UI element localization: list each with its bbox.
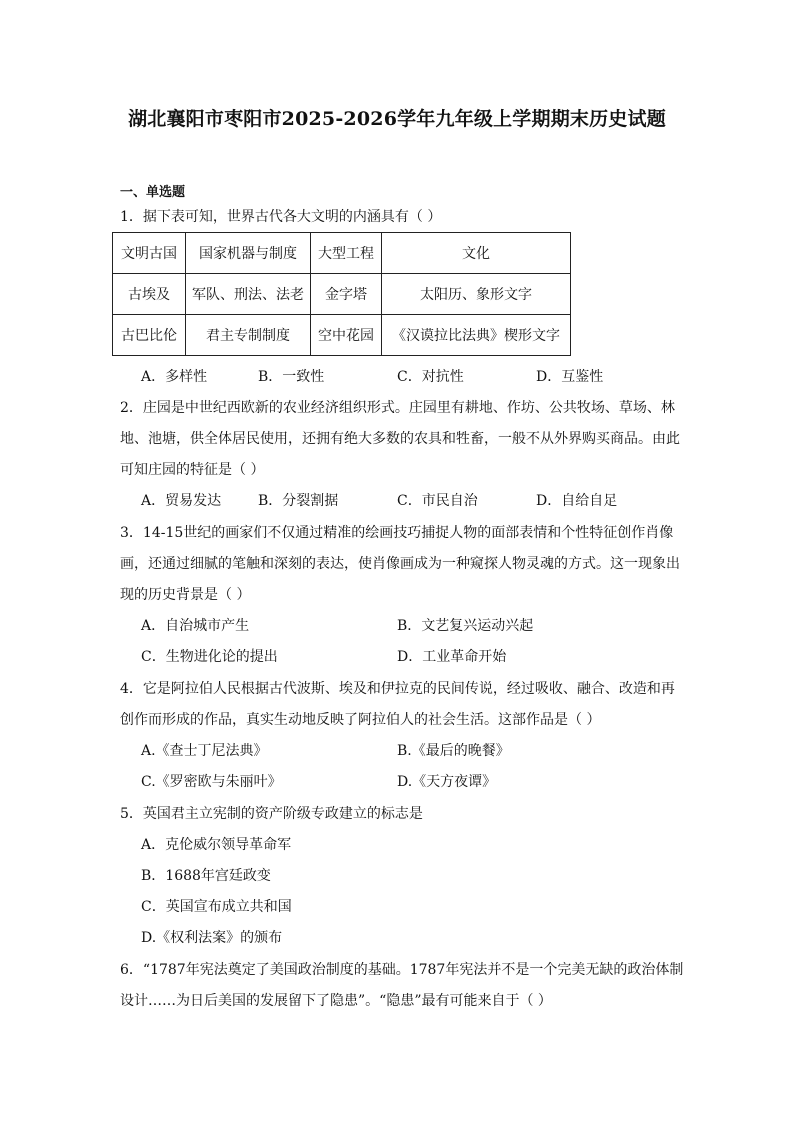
- question-5-stem: 5．英国君主立宪制的资产阶级专政建立的标志是: [120, 806, 423, 822]
- civilization-table: [112, 232, 571, 356]
- table-cell: 空中花园: [311, 315, 382, 356]
- question-6-line: 6．“1787年宪法奠定了美国政治制度的基础。1787年宪法并不是一个完美无缺的政治体制: [120, 962, 684, 978]
- page-title: 湖北襄阳市枣阳市2025-2026学年九年级上学期期末历史试题: [128, 108, 666, 130]
- table-cell: 大型工程: [311, 233, 382, 274]
- option-d[interactable]: D.《权利法案》的颁布: [141, 930, 283, 946]
- option-b[interactable]: B．分裂割据: [258, 493, 339, 509]
- option-a[interactable]: A．贸易发达: [141, 493, 222, 509]
- question-4-line: 4．它是阿拉伯人民根据古代波斯、埃及和伊拉克的民间传说，经过吸收、融合、改造和再: [120, 681, 675, 697]
- table-cell: 文化: [382, 233, 571, 274]
- table-row: [113, 274, 571, 315]
- option-d[interactable]: D.《天方夜谭》: [397, 774, 497, 790]
- table-row: [113, 315, 571, 356]
- option-b[interactable]: B．一致性: [258, 369, 325, 385]
- section-heading: 一、单选题: [120, 185, 186, 200]
- table-cell: 金字塔: [311, 274, 382, 315]
- question-2-line: 可知庄园的特征是（ ）: [120, 462, 265, 478]
- table-cell: 古埃及: [113, 274, 186, 315]
- table-cell: 《汉谟拉比法典》楔形文字: [382, 315, 571, 356]
- question-3-line: 3．14-15世纪的画家们不仅通过精准的绘画技巧捕捉人物的面部表情和个性特征创作肖像: [120, 525, 674, 541]
- question-3-line: 现的历史背景是（ ）: [120, 587, 251, 603]
- option-b[interactable]: B.《最后的晚餐》: [397, 743, 510, 759]
- table-row: [113, 233, 571, 274]
- question-1-stem: 1．据下表可知，世界古代各大文明的内涵具有（ ）: [120, 209, 442, 225]
- table-cell: 军队、刑法、法老: [186, 274, 311, 315]
- option-d[interactable]: D．工业革命开始: [397, 649, 507, 665]
- table-cell: 古巴比伦: [113, 315, 186, 356]
- table-cell: 文明古国: [113, 233, 186, 274]
- question-2-line: 地、池塘，供全体居民使用，还拥有绝大多数的农具和牲畜，一般不从外界购买商品。由此: [120, 431, 680, 447]
- option-c[interactable]: C．市民自治: [397, 493, 478, 509]
- question-3-line: 画，还通过细腻的笔触和深刻的表达，使肖像画成为一种窥探人物灵魂的方式。这一现象出: [120, 556, 680, 572]
- table-cell: 太阳历、象形文字: [382, 274, 571, 315]
- option-c[interactable]: C．英国宣布成立共和国: [141, 899, 292, 915]
- table-cell: 国家机器与制度: [186, 233, 311, 274]
- question-2-line: 2．庄园是中世纪西欧新的农业经济组织形式。庄园里有耕地、作坊、公共牧场、草场、林: [120, 400, 675, 416]
- option-a[interactable]: A．多样性: [141, 369, 208, 385]
- question-4-line: 创作而形成的作品，真实生动地反映了阿拉伯人的社会生活。这部作品是（ ）: [120, 712, 601, 728]
- option-d[interactable]: D．互鉴性: [536, 369, 604, 385]
- option-c[interactable]: C.《罗密欧与朱丽叶》: [141, 774, 282, 790]
- option-b[interactable]: B．1688年宫廷政变: [141, 868, 271, 884]
- option-c[interactable]: C．对抗性: [397, 369, 464, 385]
- question-6-line: 设计……为日后美国的发展留下了隐患”。“隐患”最有可能来自于（ ）: [120, 993, 552, 1009]
- option-d[interactable]: D．自给自足: [536, 493, 618, 509]
- option-a[interactable]: A．自治城市产生: [141, 618, 250, 634]
- table-cell: 君主专制制度: [186, 315, 311, 356]
- option-c[interactable]: C．生物进化论的提出: [141, 649, 278, 665]
- option-b[interactable]: B．文艺复兴运动兴起: [397, 618, 534, 634]
- option-a[interactable]: A．克伦威尔领导革命军: [141, 837, 292, 853]
- option-a[interactable]: A.《查士丁尼法典》: [141, 743, 268, 759]
